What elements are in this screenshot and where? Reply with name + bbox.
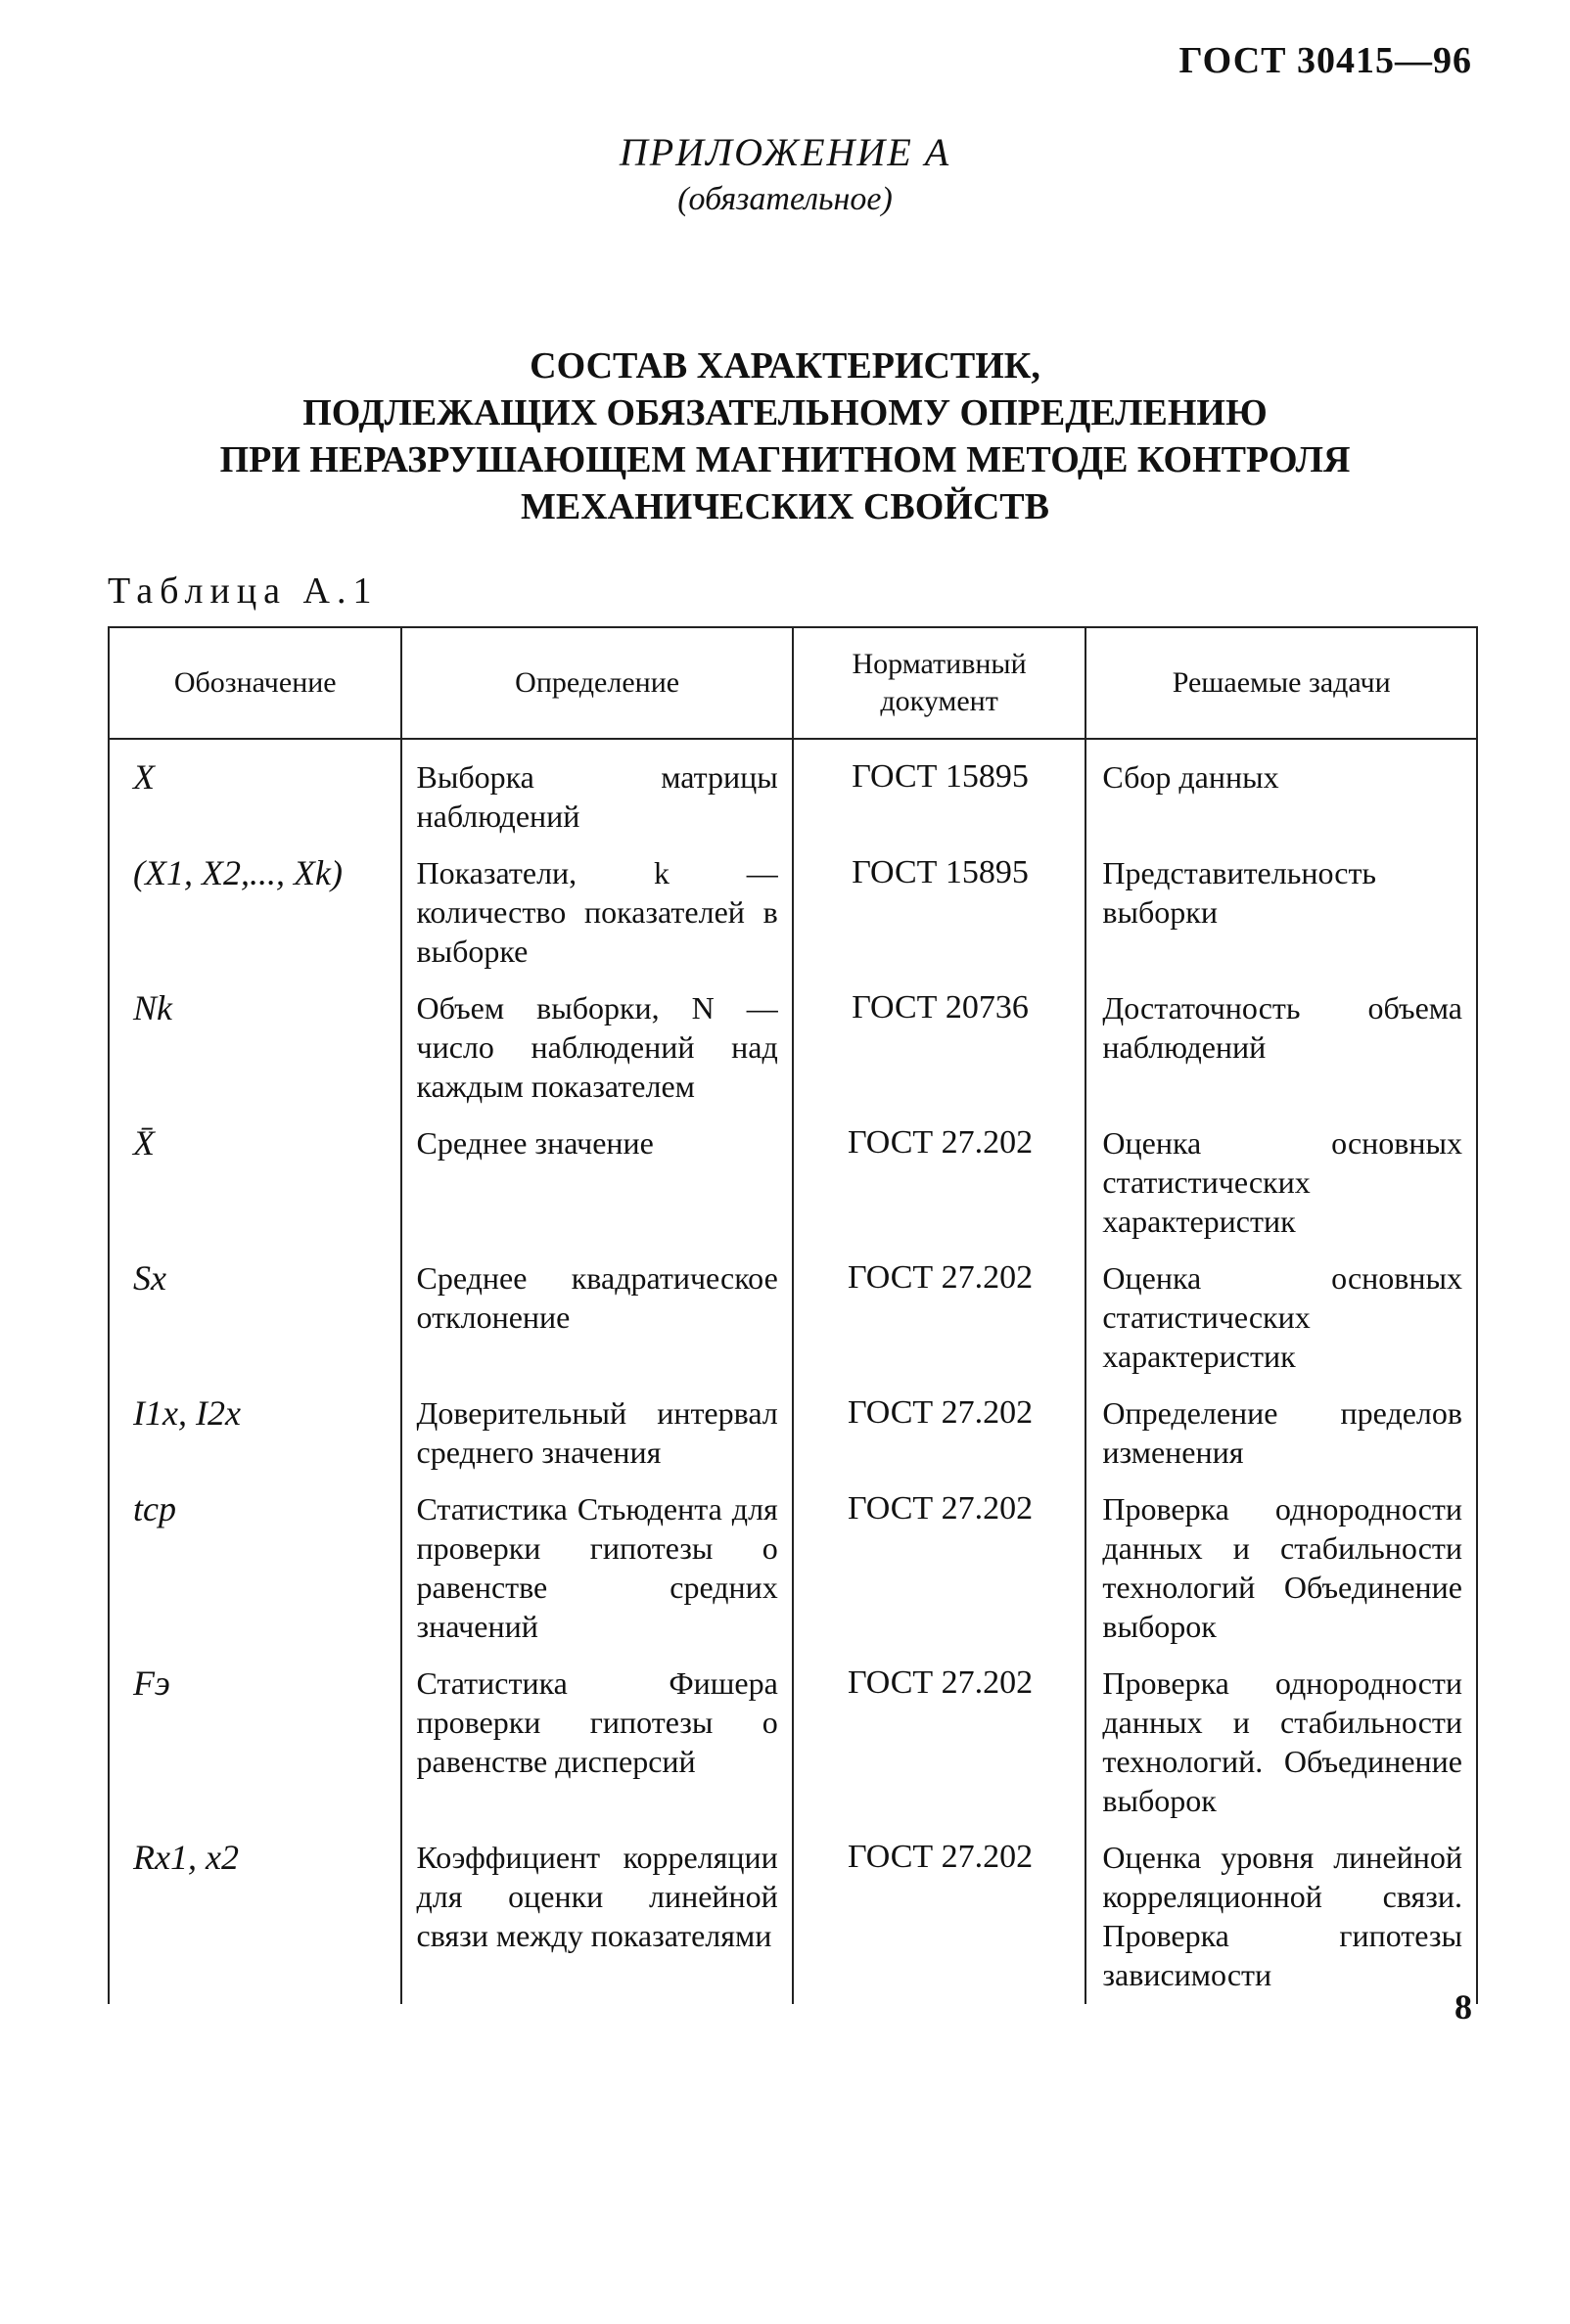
cell-task: Оценка основных статистических характеристик: [1085, 1251, 1477, 1386]
cell-task: Оценка уровня линейной корреляционной связи. Проверка гипотезы зависимости: [1085, 1830, 1477, 2004]
cell-document: ГОСТ 27.202: [793, 1830, 1086, 2004]
cell-definition: Коэффициент корреляции для оценки линейной связи между показателями: [401, 1830, 792, 2004]
table-row: [109, 1656, 1477, 1830]
title-line: ПОДЛЕЖАЩИХ ОБЯЗАТЕЛЬНОМУ ОПРЕДЕЛЕНИЮ: [302, 392, 1268, 433]
table-row: [109, 980, 1477, 1116]
cell-definition: Показатели, k — количество показателей в выборке: [401, 845, 792, 980]
title-line: МЕХАНИЧЕСКИХ СВОЙСТВ: [521, 486, 1049, 527]
table-row: [109, 845, 1477, 980]
cell-definition: Статистика Стьюдента для проверки гипотезы о равенстве средних значений: [401, 1481, 792, 1656]
header-normative-document: Нормативный документ: [793, 627, 1086, 739]
cell-task: Достаточность объема наблюдений: [1085, 980, 1477, 1116]
cell-document: ГОСТ 27.202: [793, 1656, 1086, 1830]
cell-symbol: Rx1, x2: [109, 1830, 401, 2004]
cell-definition: Объем выборки, N — число наблюдений над каждым показателем: [401, 980, 792, 1116]
cell-task: Представительность выборки: [1085, 845, 1477, 980]
appendix-heading: [0, 127, 1570, 221]
cell-document: ГОСТ 20736: [793, 980, 1086, 1116]
table-row: [109, 1481, 1477, 1656]
cell-symbol: Fэ: [109, 1656, 401, 1830]
cell-definition: Среднее значение: [401, 1116, 792, 1251]
header-designation: Обозначение: [109, 627, 401, 739]
cell-task: Проверка однородности данных и стабильности технологий Объединение выборок: [1085, 1481, 1477, 1656]
cell-symbol: X: [109, 739, 401, 845]
cell-symbol: Nk: [109, 980, 401, 1116]
header-tasks: Решаемые задачи: [1085, 627, 1477, 739]
table-row: [109, 1830, 1477, 2004]
cell-document: ГОСТ 15895: [793, 845, 1086, 980]
cell-definition: Среднее квадратическое отклонение: [401, 1251, 792, 1386]
cell-definition: Статистика Фишера проверки гипотезы о равенстве дисперсий: [401, 1656, 792, 1830]
table-row: [109, 1251, 1477, 1386]
header-definition: Определение: [401, 627, 792, 739]
appendix-title: ПРИЛОЖЕНИЕ А: [619, 130, 951, 174]
table-row: [109, 1386, 1477, 1481]
cell-symbol: X̄: [109, 1116, 401, 1251]
cell-definition: Доверительный интервал среднего значения: [401, 1386, 792, 1481]
table-label: Таблица А.1: [108, 570, 379, 612]
table-row: [109, 739, 1477, 845]
cell-document: ГОСТ 27.202: [793, 1116, 1086, 1251]
cell-task: Проверка однородности данных и стабильности технологий. Объединение выборок: [1085, 1656, 1477, 1830]
cell-symbol: Sx: [109, 1251, 401, 1386]
document-title: [0, 342, 1570, 530]
appendix-subtitle: (обязательное): [677, 181, 893, 217]
cell-symbol: (X1, X2,..., Xk): [109, 845, 401, 980]
cell-symbol: tср: [109, 1481, 401, 1656]
characteristics-table: [108, 626, 1478, 2004]
cell-symbol: I1x, I2x: [109, 1386, 401, 1481]
standard-code: ГОСТ 30415—96: [1178, 40, 1472, 81]
cell-task: Сбор данных: [1085, 739, 1477, 845]
cell-document: ГОСТ 27.202: [793, 1481, 1086, 1656]
table-header-row: [109, 627, 1477, 739]
title-line: ПРИ НЕРАЗРУШАЮЩЕМ МАГНИТНОМ МЕТОДЕ КОНТРОЛЯ: [219, 439, 1351, 480]
table-row: [109, 1116, 1477, 1251]
cell-document: ГОСТ 27.202: [793, 1386, 1086, 1481]
page-number: 8: [1455, 1987, 1472, 2027]
title-line: СОСТАВ ХАРАКТЕРИСТИК,: [530, 345, 1040, 387]
cell-task: Оценка основных статистических характеристик: [1085, 1116, 1477, 1251]
cell-document: ГОСТ 27.202: [793, 1251, 1086, 1386]
cell-definition: Выборка матрицы наблюдений: [401, 739, 792, 845]
cell-task: Определение пределов изменения: [1085, 1386, 1477, 1481]
cell-document: ГОСТ 15895: [793, 739, 1086, 845]
